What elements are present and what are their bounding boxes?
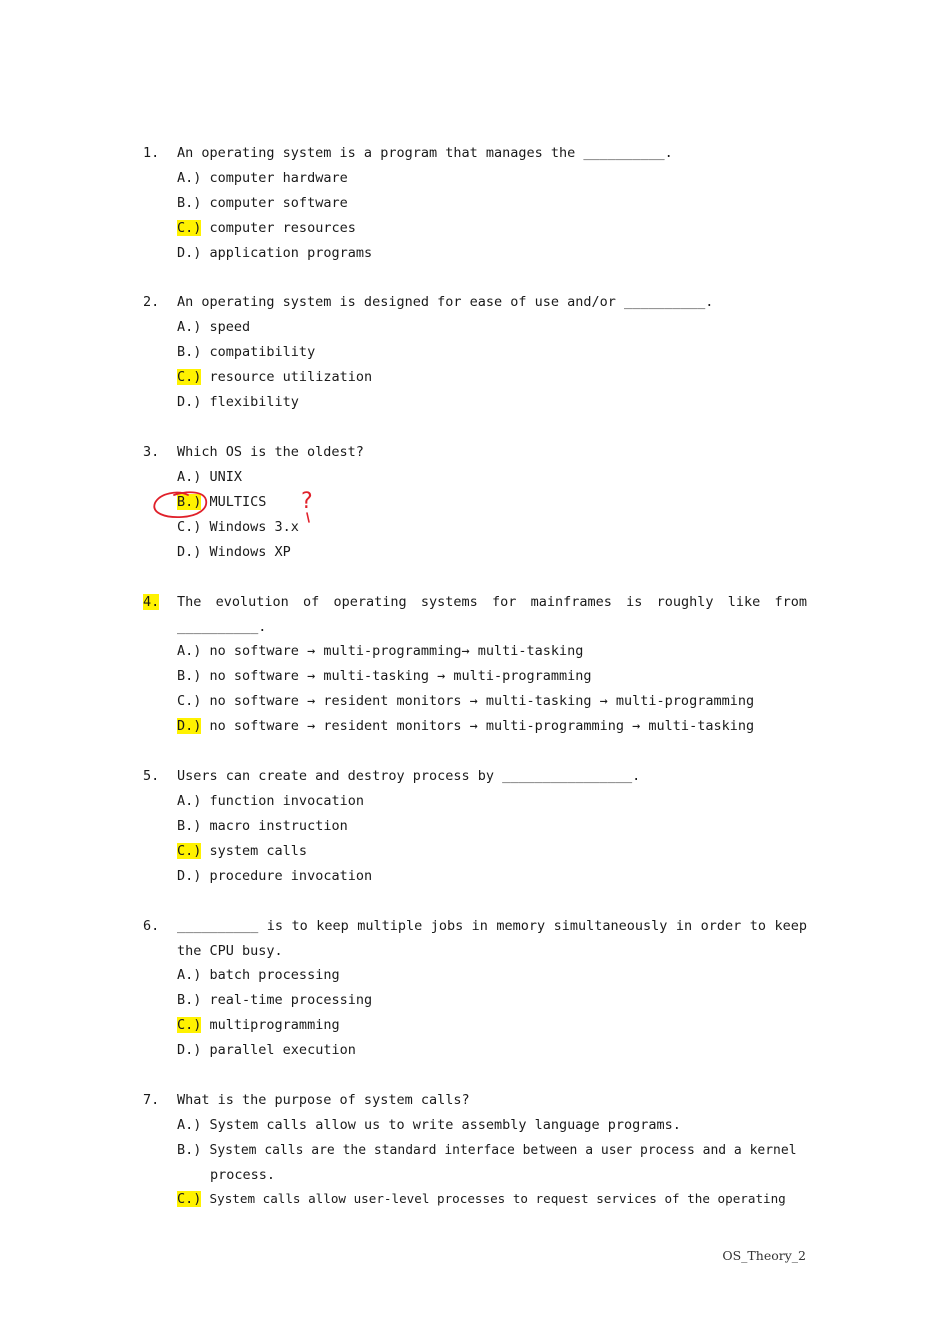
option-d: [177, 543, 291, 561]
question-number-highlighted: 4.: [143, 594, 160, 610]
option-letter-highlighted: C.): [177, 843, 202, 859]
option-letter: A.): [177, 469, 202, 485]
option-letter: A.): [177, 170, 202, 186]
option-c: [177, 219, 356, 237]
option-text: multiprogramming: [209, 1017, 340, 1033]
question-number: 3.: [143, 444, 160, 460]
option-text: no software → resident monitors → multi-programming → multi-tasking: [209, 718, 755, 734]
option-letter: D.): [177, 245, 202, 261]
option-text: parallel execution: [209, 1042, 356, 1058]
option-letter-highlighted: B.): [177, 494, 202, 510]
option-a: [177, 792, 364, 810]
option-text: procedure invocation: [209, 868, 373, 884]
option-letter: B.): [177, 1142, 202, 1158]
option-text: no software → multi-programming→ multi-tasking: [209, 643, 584, 659]
option-c: [177, 368, 372, 386]
option-a: [177, 169, 348, 187]
question-stem: Which OS is the oldest?: [177, 444, 364, 460]
option-text: real-time processing: [209, 992, 373, 1008]
question-stem: What is the purpose of system calls?: [177, 1092, 470, 1108]
option-b: [177, 194, 348, 212]
question-stem: An operating system is a program that manages the __________.: [177, 145, 673, 161]
option-text: no software → resident monitors → multi-tasking → multi-programming: [209, 693, 755, 709]
option-text: System calls allow user-level processes to request services of the operating: [209, 1191, 786, 1206]
question-stem-line-1: The evolution of operating systems for mainframes is roughly like from: [177, 594, 807, 610]
option-letter: A.): [177, 643, 202, 659]
option-letter: B.): [177, 818, 202, 834]
question-stem-line-2: the CPU busy.: [177, 943, 283, 959]
option-text: compatibility: [209, 344, 316, 360]
option-letter: B.): [177, 344, 202, 360]
question-number: [143, 593, 159, 611]
option-b: [177, 1141, 797, 1159]
option-text: System calls are the standard interface between a user process and a kernel: [209, 1143, 797, 1158]
option-letter-highlighted: C.): [177, 1017, 202, 1033]
option-text: speed: [209, 319, 251, 335]
question-stem: Users can create and destroy process by ________________.: [177, 768, 641, 784]
option-text: computer software: [209, 195, 348, 211]
option-text: macro instruction: [209, 818, 348, 834]
option-d: [177, 1041, 356, 1059]
option-letter: D.): [177, 868, 202, 884]
option-d: [177, 717, 754, 735]
option-b: [177, 817, 348, 835]
option-text: function invocation: [209, 793, 364, 809]
option-c: [177, 518, 299, 536]
option-letter: A.): [177, 793, 202, 809]
option-letter: A.): [177, 319, 202, 335]
option-letter-highlighted: C.): [177, 220, 202, 236]
question-number: 6.: [143, 918, 160, 934]
option-text: application programs: [209, 245, 373, 261]
option-text: Windows XP: [209, 544, 291, 560]
option-text: computer hardware: [209, 170, 348, 186]
question-stem-line-2: __________.: [177, 619, 267, 635]
option-letter-highlighted: C.): [177, 1191, 202, 1207]
option-a: [177, 1116, 681, 1134]
question-number: 2.: [143, 294, 160, 310]
option-text: resource utilization: [209, 369, 373, 385]
option-letter: B.): [177, 195, 202, 211]
question-mark-tail-icon: [307, 513, 309, 522]
option-letter: D.): [177, 394, 202, 410]
option-a: [177, 966, 340, 984]
option-letter-highlighted: C.): [177, 369, 202, 385]
option-a: [177, 318, 250, 336]
question-number: 1.: [143, 145, 160, 161]
option-text: flexibility: [209, 394, 299, 410]
option-letter: D.): [177, 544, 202, 560]
option-c: [177, 1190, 786, 1208]
option-letter: A.): [177, 1117, 202, 1133]
question-stem-line-1: __________ is to keep multiple jobs in memory simultaneously in order to keep: [177, 918, 807, 934]
option-a: [177, 468, 242, 486]
option-letter: C.): [177, 693, 202, 709]
option-letter: B.): [177, 668, 202, 684]
option-d: [177, 393, 299, 411]
option-text: computer resources: [209, 220, 356, 236]
option-letter: C.): [177, 519, 202, 535]
option-text: System calls allow us to write assembly language programs.: [209, 1117, 681, 1133]
option-text: Windows 3.x: [209, 519, 299, 535]
option-b: [177, 991, 372, 1009]
option-text: no software → multi-tasking → multi-programming: [209, 668, 592, 684]
option-d: [177, 867, 372, 885]
option-text: UNIX: [209, 469, 243, 485]
option-letter-highlighted: D.): [177, 718, 202, 734]
option-c: [177, 842, 307, 860]
option-d: [177, 244, 372, 262]
question-number: 5.: [143, 768, 160, 784]
option-letter: D.): [177, 1042, 202, 1058]
question-stem: An operating system is designed for ease of use and/or __________.: [177, 294, 714, 310]
option-letter: B.): [177, 992, 202, 1008]
question-mark: ?: [301, 489, 313, 514]
question-number: 7.: [143, 1092, 160, 1108]
option-letter: A.): [177, 967, 202, 983]
page-footer-label: OS_Theory_2: [722, 1248, 806, 1263]
option-b-continuation: process.: [210, 1167, 276, 1183]
option-text: system calls: [209, 843, 308, 859]
option-b: [177, 667, 592, 685]
option-a: [177, 642, 583, 660]
option-b: [177, 343, 315, 361]
option-c: [177, 692, 754, 710]
option-text: MULTICS: [209, 494, 267, 510]
option-text: batch processing: [209, 967, 340, 983]
option-b: [177, 493, 266, 511]
option-c: [177, 1016, 340, 1034]
